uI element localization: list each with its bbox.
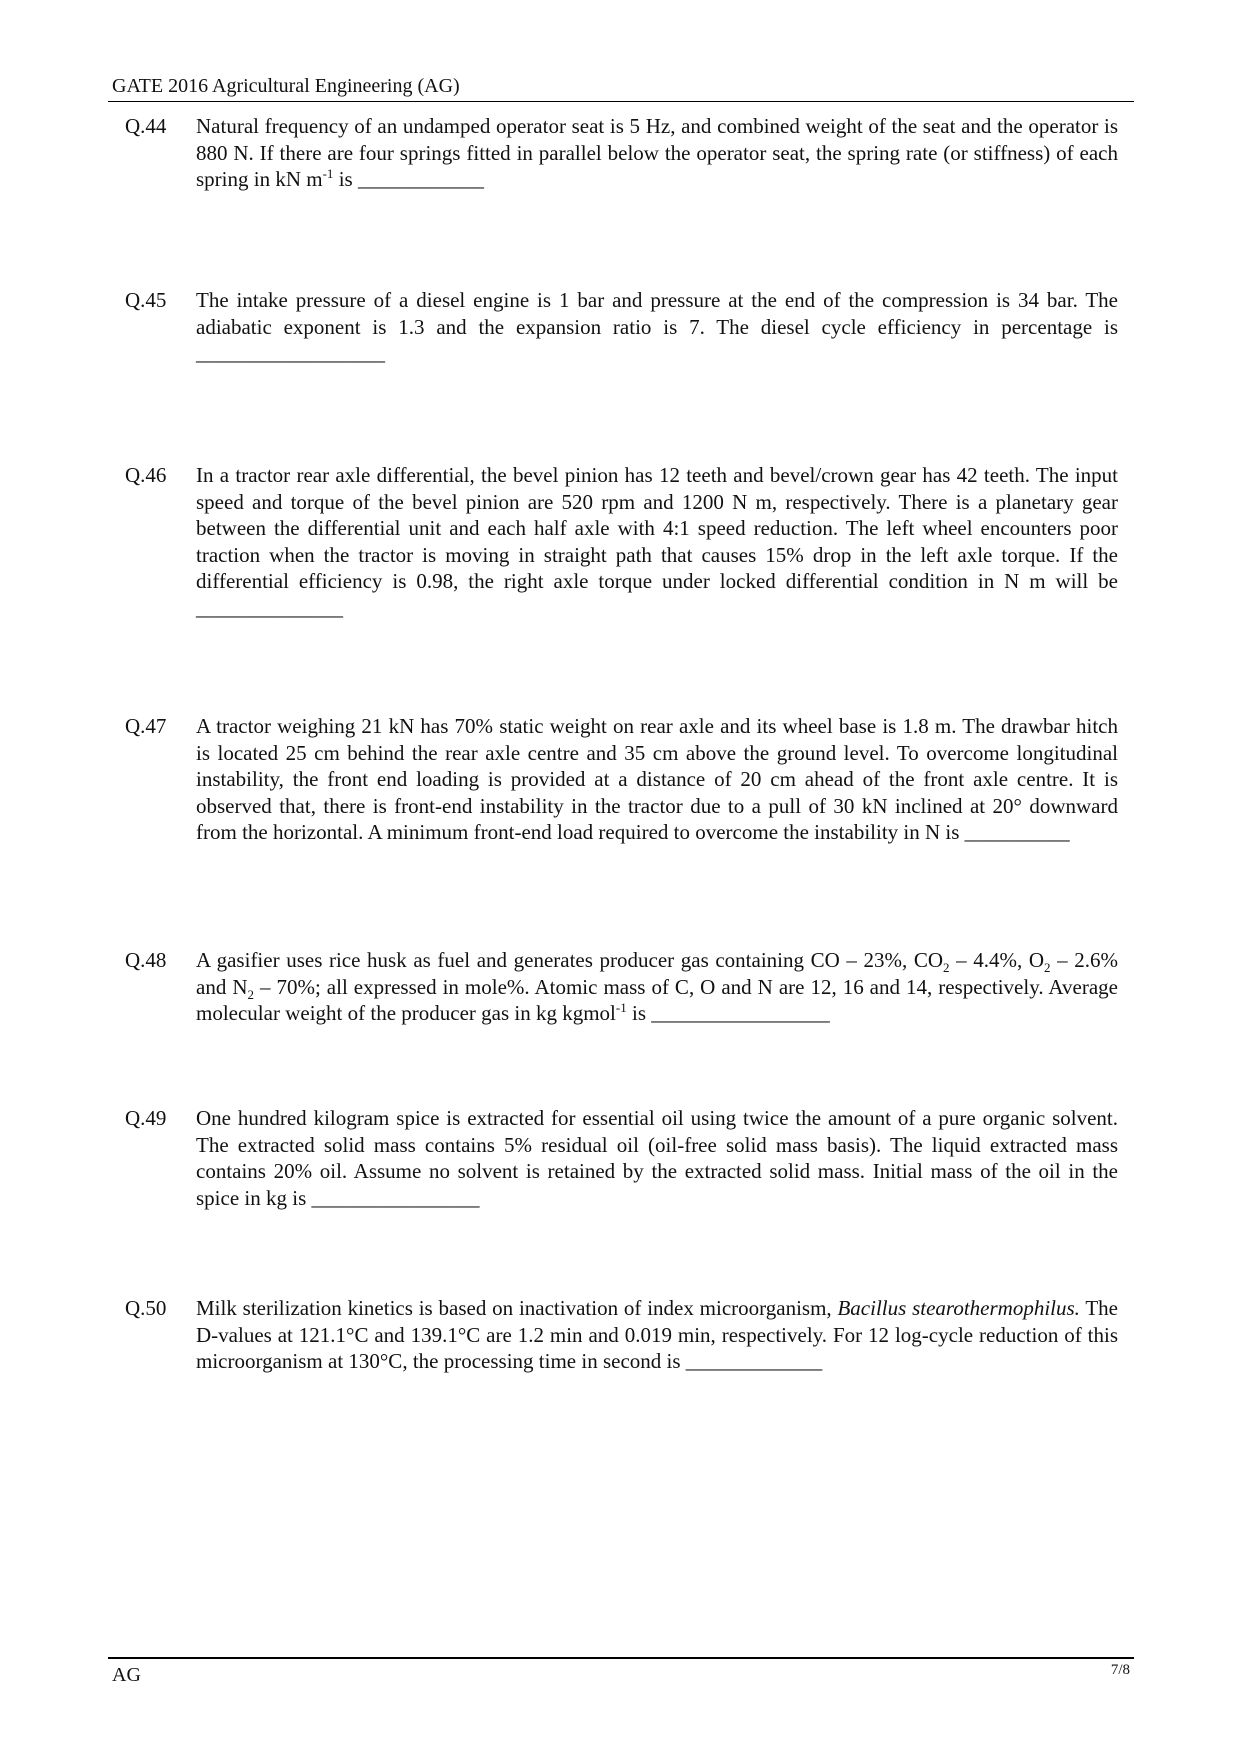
page-header-title: GATE 2016 Agricultural Engineering (AG) bbox=[112, 75, 460, 97]
text-segment: The D-values at 121.1°C and 139.1°C are 1.2 min and 0.019 min, respectively. For 12 log-cycle reduction of this microorganism at 130°C, the processing time in second is _____________ bbox=[196, 1296, 1118, 1373]
text-segment: A gasifier uses rice husk as fuel and generates producer gas containing CO – 23%, CO bbox=[196, 948, 944, 972]
subscript: 2 bbox=[1044, 960, 1051, 976]
question-number: Q.50 bbox=[125, 1296, 167, 1320]
text-segment: Milk sterilization kinetics is based on inactivation of index microorganism, bbox=[196, 1296, 838, 1320]
text-segment: The intake pressure of a diesel engine is 1 bar and pressure at the end of the compression is 34 bar. The adiabatic exponent is 1.3 and the expansion ratio is 7. The diesel cycle efficiency in percentage is __________________ bbox=[196, 288, 1118, 365]
text-segment: In a tractor rear axle differential, the bevel pinion has 12 teeth and bevel/crown gear has 42 teeth. The input speed and torque of the bevel pinion are 520 rpm and 1200 N m, respectively. There is a planetary gear between the differential unit and each half axle with 4:1 speed reduction. The left wheel encounters poor traction when the tractor is moving in straight path that causes 15% drop in the left axle torque. If the differential efficiency is 0.98, the right axle torque under locked differential condition in N m will be ______________ bbox=[196, 463, 1118, 620]
question-number: Q.44 bbox=[125, 114, 167, 138]
text-segment: – 2.6% and N bbox=[196, 948, 1118, 999]
superscript: -1 bbox=[322, 166, 334, 181]
footer-divider bbox=[108, 1657, 1134, 1659]
text-segment: A tractor weighing 21 kN has 70% static weight on rear axle and its wheel base is 1.8 m. The drawbar hitch is located 25 cm behind the rear axle centre and 35 cm above the ground level. To overcome longitudinal instability, the front end loading is provided at a distance of 20 cm ahead of the front axle centre. It is observed that, there is front-end instability in the tractor due to a pull of 30 kN inclined at 20° downward from the horizontal. A minimum front-end load required to overcome the instability in N is __________ bbox=[196, 714, 1118, 844]
superscript: -1 bbox=[615, 1000, 627, 1015]
question-text bbox=[196, 713, 1118, 846]
question-number: Q.49 bbox=[125, 1106, 167, 1130]
question-text bbox=[196, 1295, 1118, 1375]
subscript: 2 bbox=[247, 986, 254, 1002]
text-segment: – 70%; all expressed in mole%. Atomic mass of C, O and N are 12, 16 and 14, respectively. Average molecular weight of the producer gas in kg kgmol bbox=[196, 974, 1118, 1025]
text-segment: One hundred kilogram spice is extracted for essential oil using twice the amount of a pure organic solvent. The extracted solid mass contains 5% residual oil (oil-free solid mass basis). The liquid extracted mass contains 20% oil. Assume no solvent is retained by the extracted solid mass. Initial mass of the oil in the spice in kg is ________________ bbox=[196, 1106, 1118, 1210]
question-number: Q.46 bbox=[125, 463, 167, 487]
question-text bbox=[196, 947, 1118, 1027]
text-segment: Natural frequency of an undamped operator seat is 5 Hz, and combined weight of the seat and the operator is 880 N. If there are four springs fitted in parallel below the operator seat, the spring rate (or stiffness) of each spring in kN m bbox=[196, 114, 1118, 191]
question-number: Q.48 bbox=[125, 948, 167, 972]
question-number: Q.45 bbox=[125, 288, 167, 312]
page-number: 7/8 bbox=[1110, 1662, 1130, 1678]
header-divider bbox=[108, 101, 1134, 102]
question-text bbox=[196, 462, 1118, 621]
text-segment: – 4.4%, O bbox=[949, 948, 1045, 972]
question-number: Q.47 bbox=[125, 714, 167, 738]
footer-paper-code: AG bbox=[112, 1664, 141, 1686]
italic-text: Bacillus stearothermophilus. bbox=[837, 1296, 1080, 1320]
question-text bbox=[196, 1105, 1118, 1211]
subscript: 2 bbox=[943, 960, 950, 976]
question-text bbox=[196, 113, 1118, 193]
text-segment: is _________________ bbox=[626, 1001, 830, 1025]
text-segment: is ____________ bbox=[333, 167, 484, 191]
question-text bbox=[196, 287, 1118, 367]
